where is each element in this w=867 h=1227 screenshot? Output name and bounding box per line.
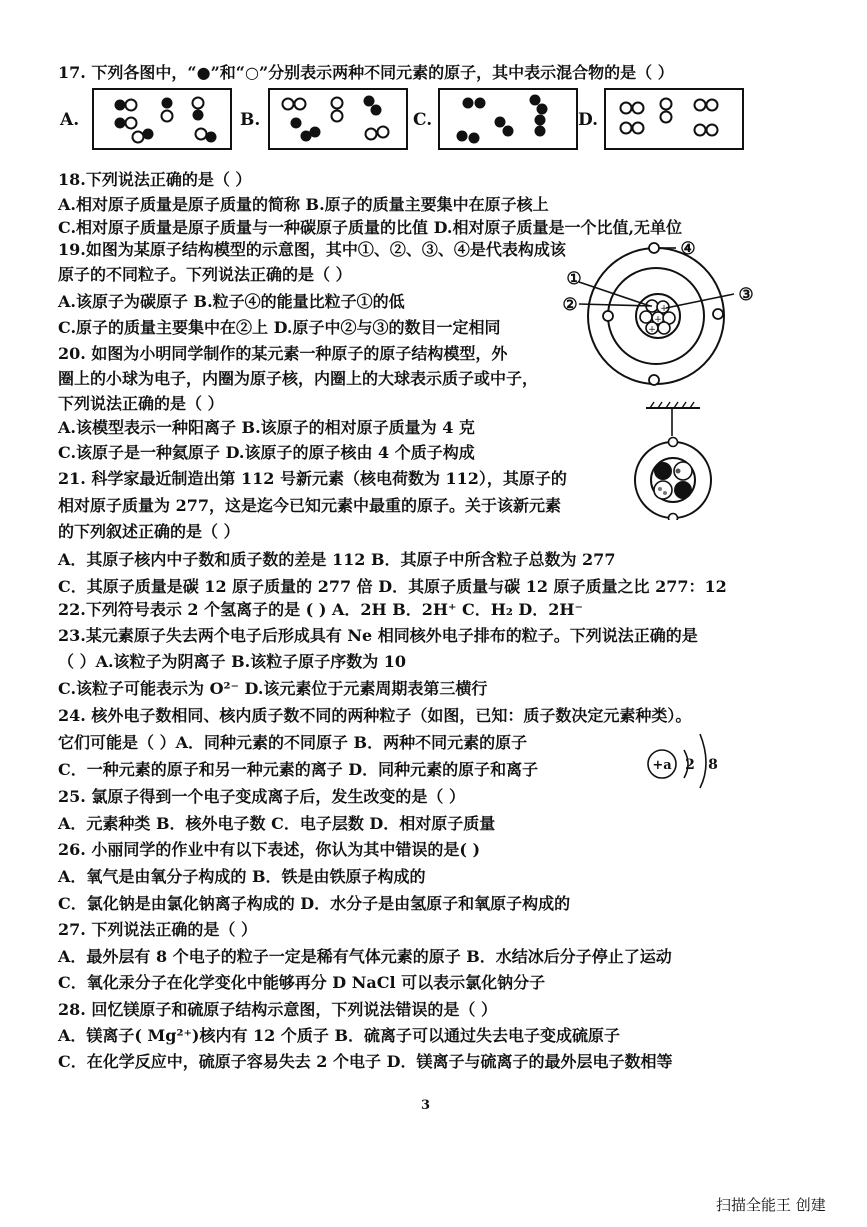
fig19-label-4: ④ <box>680 239 696 259</box>
text-line-q22: 22.下列符号表示 2 个氢离子的是 ( ) A．2H B．2H⁺ C．H₂ D．2H⁻ <box>58 600 583 619</box>
text-line-q24b: 它们可能是（ ）A．同种元素的不同原子 B．两种不同元素的原子 <box>58 733 528 752</box>
q17-option-d-figure <box>604 88 744 150</box>
q24-structure-diagram <box>642 724 718 790</box>
fig24-shell1-electrons: 2 <box>685 757 695 773</box>
text-line-q19b: 原子的不同粒子。下列说法正确的是（ ） <box>58 265 352 284</box>
fig19-label-3: ③ <box>738 285 754 305</box>
text-line-q18ab: A.相对原子质量是原子质量的简称 B.原子的质量主要集中在原子核上 <box>58 195 549 214</box>
text-line-q28: 28. 回忆镁原子和硫原子结构示意图，下列说法错误的是（ ） <box>58 1000 497 1019</box>
fig24-nucleus-charge: +a <box>652 758 672 773</box>
scanner-watermark: 扫描全能王 创建 <box>716 1196 826 1214</box>
text-line-q26: 26. 小丽同学的作业中有以下表述，你认为其中错误的是( ) <box>58 840 481 859</box>
text-line-q19a: 19.如图为某原子结构模型的示意图，其中①、②、③、④是代表构成该 <box>58 240 566 259</box>
svg-text:+: + <box>660 304 668 314</box>
q17-option-a-figure <box>92 88 232 150</box>
q17-option-a-label: A. <box>60 110 80 130</box>
fig24-shell2-electrons: 8 <box>708 757 718 773</box>
q17-option-b-label: B. <box>240 110 261 130</box>
text-line-q20c: 下列说法正确的是（ ） <box>58 394 224 413</box>
text-line-q21b: 相对原子质量为 277，这是迄今已知元素中最重的原子。关于该新元素 <box>58 496 561 515</box>
text-line-q20cd: C.该原子是一种氦原子 D.该原子的原子核由 4 个质子构成 <box>58 443 475 462</box>
text-line-q21cd: C．其原子质量是碳 12 原子质量的 277 倍 D．其原子质量与碳 12 原子质量之比 277：12 <box>58 577 727 596</box>
svg-text:+: + <box>654 315 662 325</box>
text-line-q27: 27. 下列说法正确的是（ ） <box>58 920 257 939</box>
fig19-label-1: ① <box>566 269 582 289</box>
text-line-q27ab: A．最外层有 8 个电子的粒子一定是稀有气体元素的原子 B．水结冰后分子停止了运动 <box>58 947 672 966</box>
text-line-q26cd: C．氯化钠是由氯化钠离子构成的 D．水分子是由氢原子和氧原子构成的 <box>58 894 571 913</box>
text-line-q25: 25. 氯原子得到一个电子变成离子后，发生改变的是（ ） <box>58 787 465 806</box>
text-line-q18cd: C.相对原子质量是原子质量与一种碳原子质量的比值 D.相对原子质量是一个比值,无单位 <box>58 218 683 237</box>
text-line-q20ab: A.该模型表示一种阳离子 B.该原子的相对原子质量为 4 克 <box>58 418 475 437</box>
text-line-q18: 18.下列说法正确的是（ ） <box>58 170 252 189</box>
text-line-q24a: 24. 核外电子数相同、核内质子数不同的两种粒子（如图，已知：质子数决定元素种类）。 <box>58 706 692 725</box>
text-line-q21a: 21. 科学家最近制造出第 112 号新元素（核电荷数为 112），其原子的 <box>58 469 567 488</box>
text-line-q20a: 20. 如图为小明同学制作的某元素一种原子的原子结构模型，外 <box>58 344 508 363</box>
text-line-q21ab: A．其原子核内中子数和质子数的差是 112 B．其原子中所含粒子总数为 277 <box>58 550 616 569</box>
q17-option-b-figure <box>268 88 408 150</box>
svg-text:+: + <box>648 325 656 335</box>
text-line-q23b: （ ）A.该粒子为阴离子 B.该粒子原子序数为 10 <box>58 652 407 671</box>
text-line-q23c: C.该粒子可能表示为 O²⁻ D.该元素位于元素周期表第三横行 <box>58 679 488 698</box>
q19-atom-model-figure <box>548 236 770 394</box>
text-line-q17: 17. 下列各图中，“●”和“○”分别表示两种不同元素的原子，其中表示混合物的是（ ） <box>58 63 674 82</box>
text-line-q20b: 圈上的小球为电子，内圈为原子核，内圈上的大球表示质子或中子， <box>58 369 539 388</box>
text-line-q28ab: A．镁离子( Mg²⁺)核内有 12 个质子 B．硫离子可以通过失去电子变成硫原子 <box>58 1026 620 1045</box>
text-line-q27cd: C．氧化汞分子在化学变化中能够再分 D NaCl 可以表示氯化钠分子 <box>58 973 546 992</box>
text-line-q25opt: A．元素种类 B．核外电子数 C．电子层数 D．相对原子质量 <box>58 814 496 833</box>
text-line-q19ab: A.该原子为碳原子 B.粒子④的能量比粒子①的低 <box>58 292 405 311</box>
page-number: 3 <box>421 1098 431 1113</box>
q17-option-c-label: C. <box>413 110 433 130</box>
q20-hanging-atom-model-figure <box>622 394 722 520</box>
text-line-q28cd: C．在化学反应中，硫原子容易失去 2 个电子 D．镁离子与硫离子的最外层电子数相等 <box>58 1052 673 1071</box>
q17-option-c-figure <box>438 88 578 150</box>
text-line-q19cd: C.原子的质量主要集中在②上 D.原子中②与③的数目一定相同 <box>58 318 501 337</box>
text-line-q24c: C．一种元素的原子和另一种元素的离子 D．同种元素的原子和离子 <box>58 760 539 779</box>
text-line-q21c: 的下列叙述正确的是（ ） <box>58 522 240 541</box>
fig19-label-2: ② <box>562 295 578 315</box>
text-line-q23a: 23.某元素原子失去两个电子后形成具有 Ne 相同核外电子排布的粒子。下列说法正确的是 <box>58 626 698 645</box>
q17-option-d-label: D. <box>578 110 599 130</box>
text-line-q26ab: A．氧气是由氧分子构成的 B．铁是由铁原子构成的 <box>58 867 426 886</box>
